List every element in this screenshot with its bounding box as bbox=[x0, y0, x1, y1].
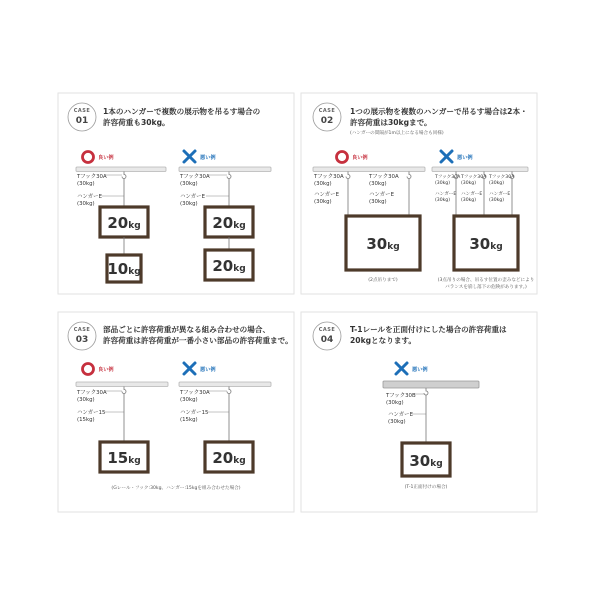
case-01-ng-hanger-load: (30kg) bbox=[180, 201, 198, 207]
case-02-ok-label: 良い例 bbox=[352, 155, 368, 161]
case-02-ng-hanger-load-1: (30kg) bbox=[435, 198, 451, 203]
case-02-ok-hook-name: Tフック30A bbox=[314, 174, 344, 180]
case-03-ng-rail bbox=[179, 382, 271, 387]
case-03-ng-hanger-load: (15kg) bbox=[180, 417, 198, 423]
case-04-ng-hanger-load: (30kg) bbox=[388, 419, 406, 425]
case-01-badge-number: 01 bbox=[75, 116, 89, 126]
case-02-ng-caption-line-2: バランスを崩し落下の危険があります。) bbox=[445, 285, 527, 290]
case-03-ok-label: 良い例 bbox=[98, 367, 114, 373]
case-04-ng-caption: (T-1正面付けの場合) bbox=[404, 485, 448, 490]
case-02-ng-hanger-name-1: ハンガーE bbox=[435, 192, 457, 197]
case-03-ok-weight: 15kg bbox=[107, 449, 141, 467]
case-02-ng-hook-load-1: (30kg) bbox=[435, 181, 451, 186]
case-03-heading-line-2: 許容荷重は許容荷重が一番小さい部品の許容荷重まで。 bbox=[103, 336, 293, 345]
case-03-badge-number: 03 bbox=[75, 335, 89, 345]
case-01-ok-rail bbox=[76, 167, 166, 172]
case-03-heading-line-1: 部品ごとに許容荷重が異なる組み合わせの場合、 bbox=[103, 325, 271, 334]
case-03-ok-hanger-name: ハンガー15 bbox=[77, 410, 106, 416]
case-01-ok-hook-load: (30kg) bbox=[77, 181, 95, 187]
case-03-panel bbox=[58, 312, 294, 512]
case-02-ng-rail bbox=[432, 167, 528, 172]
case-01-ok-weight-upper: 20kg bbox=[107, 214, 141, 232]
case-04-ng-hook-load: (30kg) bbox=[386, 400, 404, 406]
case-04-badge-number: 04 bbox=[320, 335, 334, 345]
case-01-ng-label: 悪い例 bbox=[200, 155, 216, 161]
case-03-caption: (Gレール・フック:30kg、ハンガー:15kgを組み合わせた場合) bbox=[111, 486, 241, 491]
case-02-ok-hanger-name-2: ハンガーE bbox=[369, 192, 394, 198]
case-01-heading-line-2: 許容荷重も30kg。 bbox=[103, 118, 170, 127]
case-04-ng-rail bbox=[383, 381, 479, 388]
case-02-ng-hook-name-2: Tフック30A bbox=[461, 175, 487, 180]
case-02-heading-line-2: 許容荷重は30kgまで。 bbox=[350, 118, 432, 127]
case-02-ok-hanger-load-2: (30kg) bbox=[369, 199, 387, 205]
case-02-ok-hook-load: (30kg) bbox=[314, 181, 332, 187]
case-04-heading-line-1: T-1レールを正面付けにした場合の許容荷重は bbox=[350, 325, 507, 334]
case-01-ok-hanger-name: ハンガーE bbox=[77, 194, 102, 200]
case-01-heading-line-1: 1本のハンガーで複数の展示物を吊るす場合の bbox=[103, 107, 261, 116]
case-01-ok-label: 良い例 bbox=[98, 155, 114, 161]
case-03-ng-hook-name: Tフック30A bbox=[180, 390, 210, 396]
case-03-ng-label: 悪い例 bbox=[200, 367, 216, 373]
case-02-ng-weight: 30kg bbox=[469, 235, 503, 253]
case-03-ok-rail bbox=[76, 382, 168, 387]
case-01-ng-hook-load: (30kg) bbox=[180, 181, 198, 187]
case-04-heading-line-2: 20kgとなります。 bbox=[350, 336, 417, 345]
case-01-badge-label: CASE bbox=[73, 108, 91, 114]
case-02-ng-hook-load-2: (30kg) bbox=[461, 181, 477, 186]
case-04-ng-label: 悪い例 bbox=[412, 367, 428, 373]
case-02-ng-hook-name-1: Tフック30A bbox=[435, 175, 461, 180]
case-02-ok-rail bbox=[313, 167, 425, 172]
case-03-ok-hook-name: Tフック30A bbox=[77, 390, 107, 396]
case-02-heading-line-1: 1つの展示物を複数のハンガーで吊るす場合は2本・ bbox=[350, 107, 528, 116]
case-01-panel bbox=[58, 93, 294, 294]
case-01-ng-weight-lower: 20kg bbox=[212, 257, 246, 275]
case-02-ok-hook-load-2: (30kg) bbox=[369, 181, 387, 187]
case-03-ng-hanger-name: ハンガー15 bbox=[180, 410, 209, 416]
case-02-ng-hook-name-3: Tフック30A bbox=[489, 175, 515, 180]
case-02-ng-caption-line-1: (3点吊りの場合、吊るす位置の歪みなどにより bbox=[437, 278, 535, 283]
case-03-ng-weight: 20kg bbox=[212, 449, 246, 467]
case-04-ng-weight: 30kg bbox=[409, 452, 443, 470]
case-02-ok-caption: (2点吊りまで) bbox=[368, 278, 398, 283]
case-02-ng-hanger-load-2: (30kg) bbox=[461, 198, 477, 203]
case-02-badge-label: CASE bbox=[318, 108, 336, 114]
case-01-ng-hanger-name: ハンガーE bbox=[180, 194, 205, 200]
case-01-ok-hanger-load: (30kg) bbox=[77, 201, 95, 207]
case-04-badge-label: CASE bbox=[318, 327, 336, 333]
case-02-ok-weight: 30kg bbox=[366, 235, 400, 253]
case-02-ng-hanger-load-3: (30kg) bbox=[489, 198, 505, 203]
case-01-ng-hook-name: Tフック30A bbox=[180, 174, 210, 180]
case-02-ng-label: 悪い例 bbox=[457, 155, 473, 161]
case-04-ng-hook-name: Tフック30B bbox=[386, 393, 416, 399]
case-02-ok-hanger-load: (30kg) bbox=[314, 199, 332, 205]
case-02-ng-hook-load-3: (30kg) bbox=[489, 181, 505, 186]
case-02-sub-note: (ハンガーの間隔が1m以上になる場合も同様) bbox=[350, 131, 444, 136]
case-02-ok-hanger-name: ハンガーE bbox=[314, 192, 339, 198]
case-01-ok-weight-lower: 10kg bbox=[107, 260, 141, 278]
case-02-ng-hanger-name-3: ハンガーE bbox=[489, 192, 511, 197]
case-04-ng-hanger-name: ハンガーE bbox=[388, 412, 413, 418]
case-03-ok-hanger-load: (15kg) bbox=[77, 417, 95, 423]
case-02-ok-hook-name-2: Tフック30A bbox=[369, 174, 399, 180]
case-01-ok-hook-name: Tフック30A bbox=[77, 174, 107, 180]
case-03-ok-hook-load: (30kg) bbox=[77, 397, 95, 403]
case-02-panel bbox=[301, 93, 537, 294]
case-03-badge-label: CASE bbox=[73, 327, 91, 333]
case-01-ng-weight-upper: 20kg bbox=[212, 214, 246, 232]
case-02-ng-hanger-name-2: ハンガーE bbox=[461, 192, 483, 197]
case-02-badge-number: 02 bbox=[320, 116, 334, 126]
case-03-ng-hook-load: (30kg) bbox=[180, 397, 198, 403]
case-01-ng-rail bbox=[179, 167, 271, 172]
case-04-panel bbox=[301, 312, 537, 512]
